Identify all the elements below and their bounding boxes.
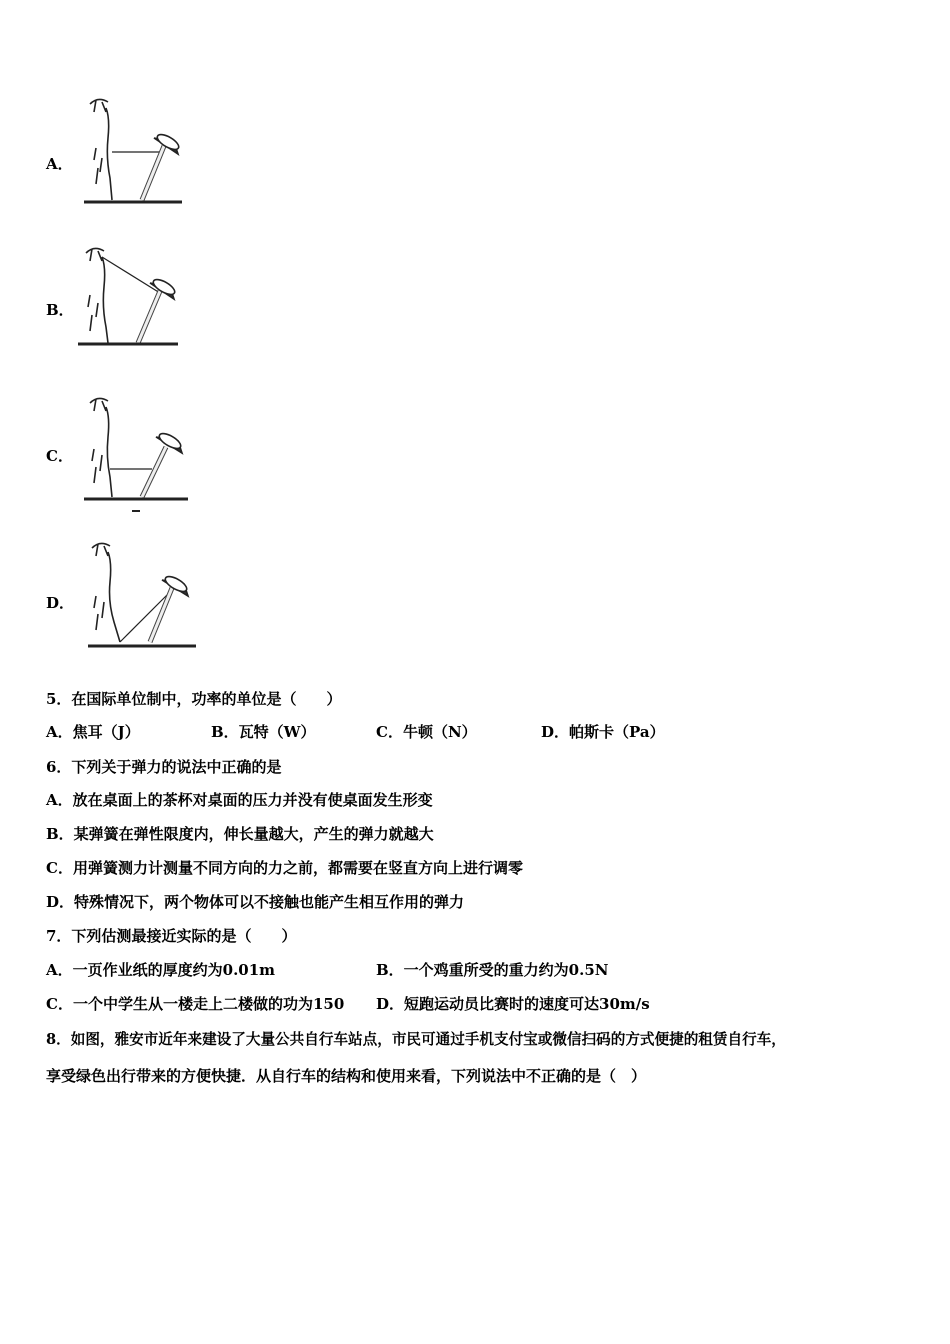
option-a-label: A． [46,155,73,173]
q5-option-b: B．瓦特（W） [211,723,316,741]
option-d-figure [84,540,202,652]
option-c-label: C． [46,447,73,465]
option-c-figure [82,395,194,513]
option-a-figure [82,98,194,208]
option-b-figure [76,245,188,350]
option-d-label: D． [46,594,75,612]
q7-option-d: D．短跑运动员比赛时的速度可达30m/s [376,995,650,1013]
q7-option-a: A．一页作业纸的厚度约为0.01m [46,961,276,979]
q7-stem: 7．下列估测最接近实际的是（ ） [46,927,297,945]
q5-option-c: C．牛顿（N） [376,723,477,741]
q6-stem: 6．下列关于弹力的说法中正确的是 [46,758,282,776]
q6-option-a: A．放在桌面上的茶杯对桌面的压力并没有使桌面发生形变 [46,791,433,809]
q5-option-d: D．帕斯卡（Pa） [541,723,665,741]
q5-option-a: A．焦耳（J） [46,723,140,741]
q7-option-c: C．一个中学生从一楼走上二楼做的功为150 [46,995,345,1013]
q6-option-d: D．特殊情况下，两个物体可以不接触也能产生相互作用的弹力 [46,893,465,911]
q6-option-b: B．某弹簧在弹性限度内，伸长量越大，产生的弹力就越大 [46,825,434,843]
q8-line-2: 享受绿色出行带来的方便快捷．从自行车的结构和使用来看，下列说法中不正确的是（ ） [46,1067,647,1085]
q6-option-c: C．用弹簧测力计测量不同方向的力之前，都需要在竖直方向上进行调零 [46,859,523,877]
q7-option-b: B．一个鸡重所受的重力约为0.5N [376,961,609,979]
q5-stem: 5．在国际单位制中，功率的单位是（ ） [46,690,342,708]
option-b-label: B． [46,301,74,319]
q8-line-1: 8．如图，雅安市近年来建设了大量公共自行车站点，市民可通过手机支付宝或微信扫码的方式便捷的租赁自行车， [46,1031,786,1048]
